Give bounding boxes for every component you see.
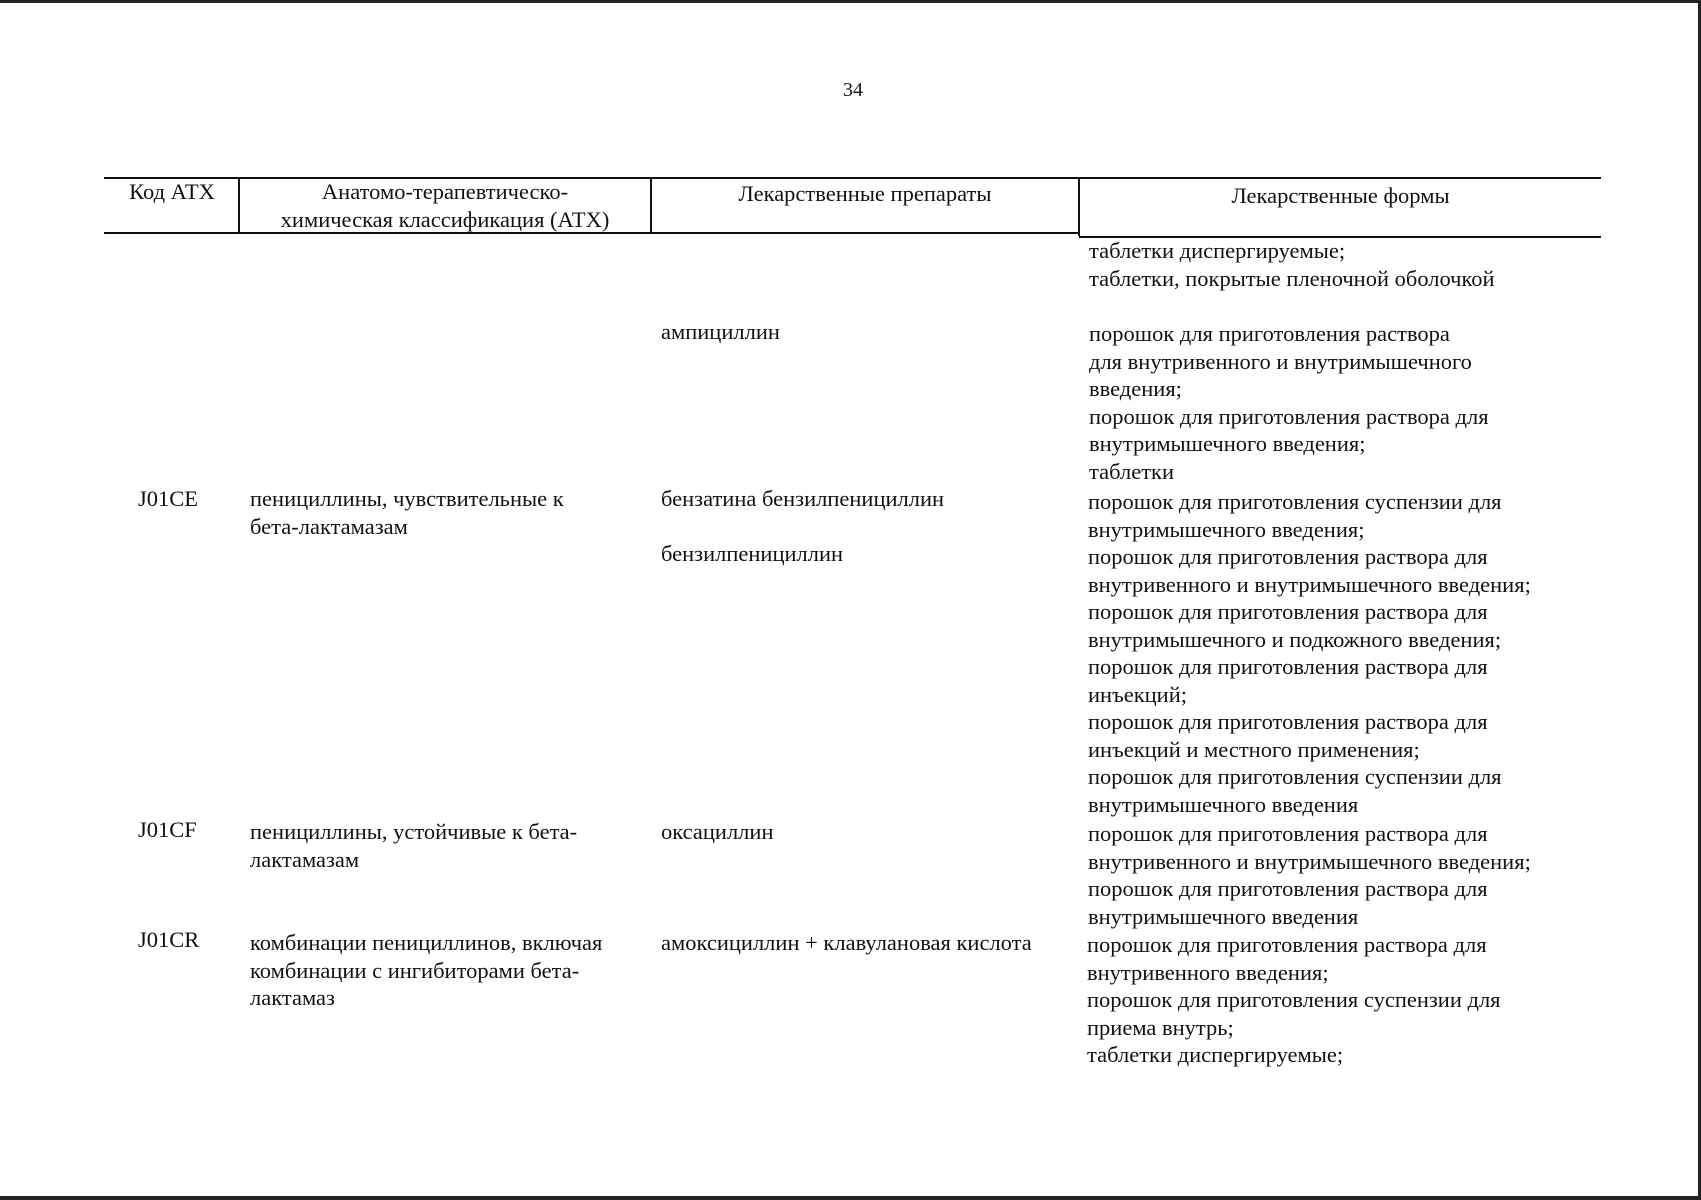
form-line: внутривенного и внутримышечного введения; xyxy=(1088,571,1531,597)
classification-line: бета-лактамазам xyxy=(250,513,408,539)
drug-amoxicillin-clavulanic-acid: амоксициллин + клавулановая кислота xyxy=(661,930,1032,955)
header-drugs: Лекарственные препараты xyxy=(738,181,992,206)
form-line: таблетки диспергируемые; xyxy=(1089,238,1346,263)
form-line: приема внутрь; xyxy=(1087,1014,1234,1040)
forms-benzylpenicillin xyxy=(1088,543,1531,818)
form-line: порошок для приготовления раствора для xyxy=(1088,709,1488,734)
form-line: таблетки, покрытые пленочной оболочкой xyxy=(1089,265,1495,291)
form-line: внутримышечного введения xyxy=(1088,791,1359,817)
form-line: порошок для приготовления раствора для xyxy=(1088,599,1488,624)
form-line: порошок для приготовления суспензии для xyxy=(1088,489,1502,514)
code-j01cf: J01CF xyxy=(138,817,197,842)
classification-j01ce xyxy=(250,485,564,540)
classification-line: комбинации пенициллинов, включая xyxy=(250,930,603,955)
drug-oxacillin: оксациллин xyxy=(661,819,774,844)
drug-benzylpenicillin: бензилпенициллин xyxy=(661,541,844,566)
drug-ampicillin: ампициллин xyxy=(661,319,780,344)
form-line: внутривенного и внутримышечного введения; xyxy=(1088,848,1531,874)
form-line: порошок для приготовления раствора xyxy=(1089,321,1450,346)
form-line: порошок для приготовления раствора для xyxy=(1088,544,1488,569)
forms-benzathine-benzylpenicillin xyxy=(1088,488,1502,543)
forms-oxacillin xyxy=(1088,820,1531,930)
form-line: порошок для приготовления суспензии для xyxy=(1087,987,1501,1012)
header-classification-line: Анатомо-терапевтическо- xyxy=(321,179,569,204)
forms-amoxicillin-clavulanic-acid xyxy=(1087,931,1501,1069)
form-line: порошок для приготовления раствора для xyxy=(1087,932,1487,957)
form-line: таблетки диспергируемые; xyxy=(1087,1042,1344,1067)
classification-line: комбинации с ингибиторами бета- xyxy=(250,957,580,983)
form-line: инъекций и местного применения; xyxy=(1088,736,1420,762)
form-line: внутримышечного введения; xyxy=(1089,431,1366,456)
form-line: для внутривенного и внутримышечного xyxy=(1089,348,1472,374)
classification-j01cr xyxy=(250,929,602,1012)
form-line: инъекций; xyxy=(1088,681,1188,707)
form-line: таблетки xyxy=(1089,458,1175,484)
classification-line: лактамазам xyxy=(250,846,360,872)
form-line: порошок для приготовления раствора для xyxy=(1088,821,1488,846)
header-classification-line: химическая классификация (АТХ) xyxy=(280,206,610,232)
form-line: внутримышечного введения xyxy=(1088,903,1359,929)
drug-benzathine-benzylpenicillin: бензатина бензилпенициллин xyxy=(661,486,945,511)
form-line: внутривенного введения; xyxy=(1087,959,1329,985)
classification-j01cf xyxy=(250,818,577,873)
header-forms: Лекарственные формы xyxy=(1231,183,1450,208)
form-line: введения; xyxy=(1089,376,1182,401)
scan-edge-bottom xyxy=(0,1196,1701,1200)
page-number: 34 xyxy=(843,79,863,101)
form-line: внутримышечного введения; xyxy=(1088,516,1365,542)
form-line: порошок для приготовления раствора для xyxy=(1089,403,1489,429)
form-line: порошок для приготовления суспензии для xyxy=(1088,764,1502,789)
form-line: порошок для приготовления раствора для xyxy=(1088,654,1488,679)
classification-line: пенициллины, чувствительные к xyxy=(250,486,564,511)
form-line: порошок для приготовления раствора для xyxy=(1088,876,1488,901)
continuation-forms xyxy=(1089,237,1495,292)
classification-line: пенициллины, устойчивые к бета- xyxy=(250,819,578,844)
classification-line: лактамаз xyxy=(250,985,335,1010)
code-j01cr: J01CR xyxy=(138,927,200,952)
header-code: Код АТХ xyxy=(129,179,215,204)
form-line: внутримышечного и подкожного введения; xyxy=(1088,626,1502,652)
code-j01ce: J01CE xyxy=(138,486,199,511)
scan-edge-top xyxy=(0,0,1701,3)
forms-ampicillin xyxy=(1089,320,1489,485)
header-classification xyxy=(240,178,650,233)
